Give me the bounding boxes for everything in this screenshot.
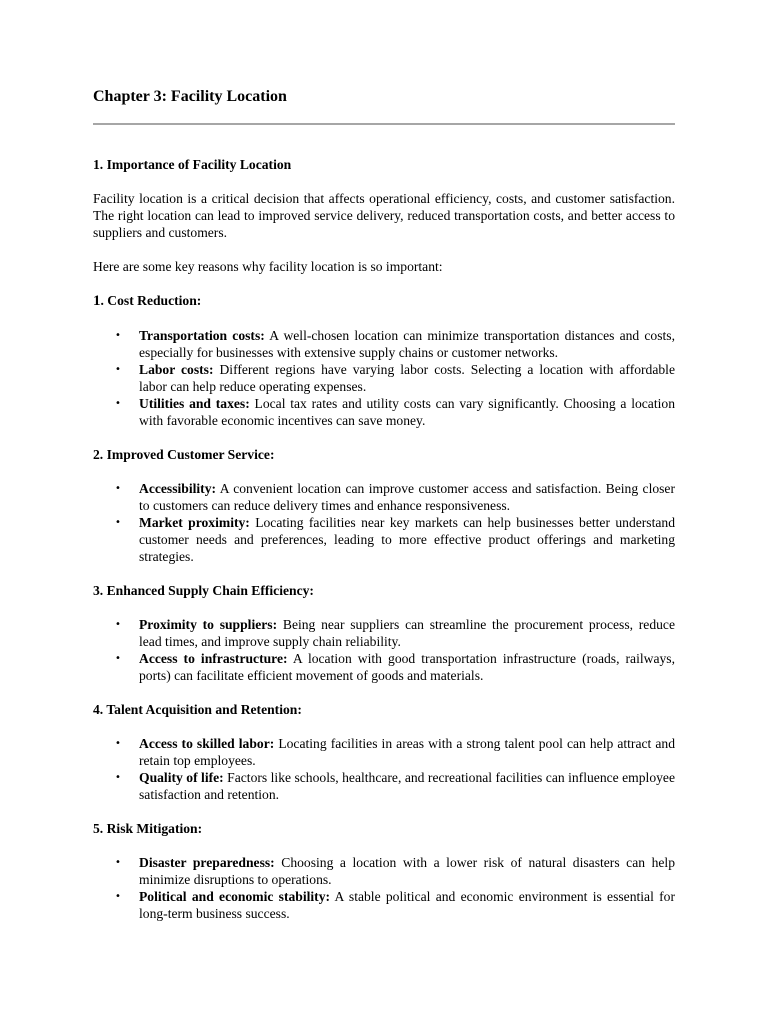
reason-heading	[93, 701, 675, 718]
bullet-list	[93, 480, 675, 565]
chapter-title: Chapter 3: Facility Location	[93, 88, 287, 105]
item-text: A stable political and economic environment is essential for long-term business success.	[139, 889, 675, 921]
bullet-icon: •	[115, 483, 121, 494]
bullet-icon: •	[115, 738, 121, 749]
item-text: Locating facilities in areas with a strong talent pool can help attract and retain top employees.	[139, 736, 675, 768]
horizontal-rule	[93, 123, 675, 125]
reasons-lead-paragraph: Here are some key reasons why facility location is so important:	[93, 259, 443, 274]
bullet-icon: •	[115, 398, 121, 409]
reason-title: 2. Improved Customer Service:	[93, 447, 275, 462]
list-item	[93, 769, 675, 803]
item-text: Factors like schools, healthcare, and recreational facilities can influence employee satisfaction and retention.	[139, 770, 675, 802]
bullet-icon: •	[115, 364, 121, 375]
item-text: A convenient location can improve customer access and satisfaction. Being closer to customers can reduce delivery times and enhance responsiveness.	[139, 481, 675, 513]
item-term: Labor costs:	[139, 362, 214, 377]
bullet-list	[93, 854, 675, 922]
item-text: A well-chosen location can minimize transportation distances and costs, especially for businesses with extensive supply chains or customer networks.	[139, 328, 675, 360]
item-term: Political and economic stability:	[139, 889, 331, 904]
reason-heading	[93, 582, 675, 599]
bullet-list	[93, 616, 675, 684]
list-item	[93, 888, 675, 922]
item-term: Quality of life:	[139, 770, 224, 785]
bullet-icon: •	[115, 619, 121, 630]
reasons-list	[93, 292, 675, 922]
list-item	[93, 650, 675, 684]
list-item	[93, 854, 675, 888]
reason-title: 3. Enhanced Supply Chain Efficiency:	[93, 583, 314, 598]
reason-title: . Cost Reduction:	[100, 293, 202, 308]
reason-title: 4. Talent Acquisition and Retention:	[93, 702, 302, 717]
item-term: Market proximity:	[139, 515, 250, 530]
list-item	[93, 327, 675, 361]
reason-title: 5. Risk Mitigation:	[93, 821, 203, 836]
item-text: A location with good transportation infrastructure (roads, railways, ports) can facilitate efficient movement of goods and materials.	[139, 651, 675, 683]
item-term: Disaster preparedness:	[139, 855, 275, 870]
reason-heading	[93, 292, 675, 310]
item-term: Transportation costs:	[139, 328, 265, 343]
item-text: Locating facilities near key markets can help businesses better understand customer needs and preferences, leading to more effective product offerings and marketing strategies.	[139, 515, 675, 564]
section-heading: 1. Importance of Facility Location	[93, 157, 292, 172]
bullet-list	[93, 735, 675, 803]
item-term: Access to infrastructure:	[139, 651, 288, 666]
bullet-icon: •	[115, 891, 121, 902]
item-text: Being near suppliers can streamline the procurement process, reduce lead times, and improve supply chain reliability.	[139, 617, 675, 649]
item-term: Accessibility:	[139, 481, 217, 496]
item-text: Choosing a location with a lower risk of natural disasters can help minimize disruptions to operations.	[139, 855, 675, 887]
list-item	[93, 616, 675, 650]
item-term: Proximity to suppliers:	[139, 617, 278, 632]
bullet-icon: •	[115, 772, 121, 783]
bullet-icon: •	[115, 653, 121, 664]
bullet-icon: •	[115, 330, 121, 341]
reason-heading	[93, 820, 675, 837]
list-item	[93, 735, 675, 769]
list-item	[93, 514, 675, 565]
list-item	[93, 480, 675, 514]
reason-heading	[93, 446, 675, 463]
document-body	[93, 156, 675, 939]
item-term: Access to skilled labor:	[139, 736, 275, 751]
item-term: Utilities and taxes:	[139, 396, 250, 411]
intro-paragraph: Facility location is a critical decision that affects operational efficiency, costs, and customer satisfaction. The right location can lead to improved service delivery, reduced transportation costs, and better access to suppliers and customers.	[93, 191, 675, 240]
bullet-icon: •	[115, 517, 121, 528]
bullet-list	[93, 327, 675, 429]
bullet-icon: •	[115, 857, 121, 868]
list-item	[93, 395, 675, 429]
item-text: Different regions have varying labor costs. Selecting a location with affordable labor can help reduce operating expenses.	[139, 362, 675, 394]
reason-number: 1	[93, 293, 101, 309]
list-item	[93, 361, 675, 395]
item-text: Local tax rates and utility costs can vary significantly. Choosing a location with favorable economic incentives can save money.	[139, 396, 675, 428]
